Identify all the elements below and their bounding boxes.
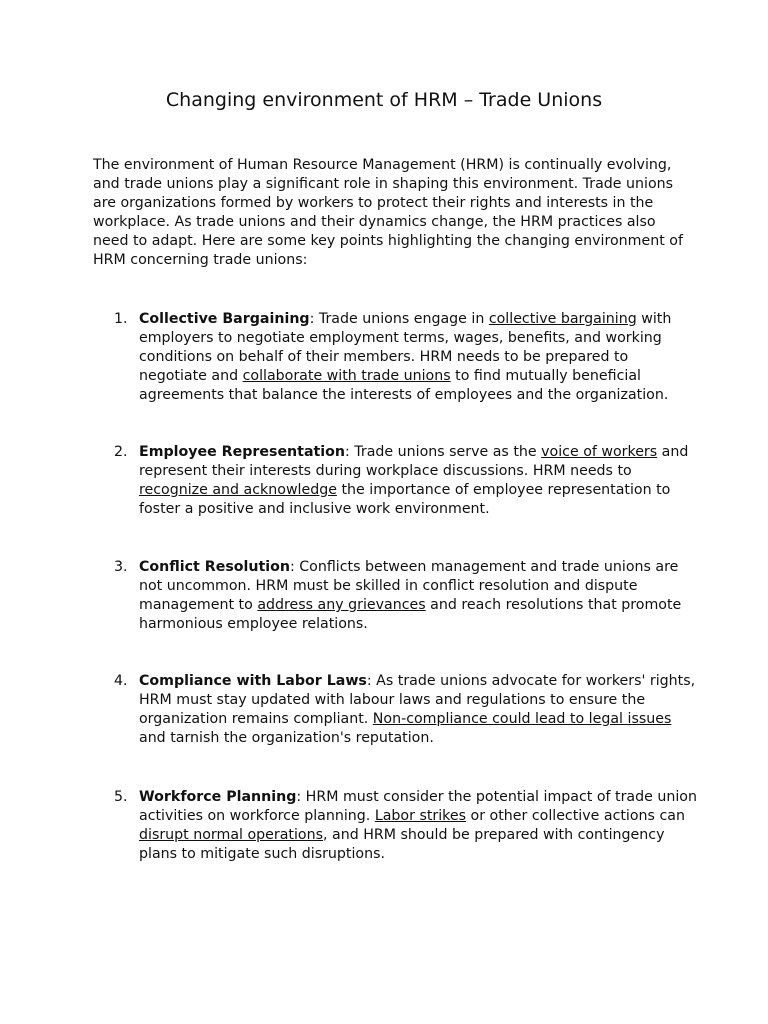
point-text: and represent their interests during workplace discussions. HRM needs to [139, 444, 689, 479]
point-text: : HRM must consider the potential impact of trade union activities on workforce planning. [139, 789, 697, 824]
list-number: 1. [114, 311, 128, 327]
point-text: , and HRM should be prepared with contingency plans to mitigate such disruptions. [139, 827, 665, 862]
point-text: the importance of employee representation to foster a positive and inclusive work environment. [139, 482, 671, 517]
list-item-compliance-labor-laws [114, 672, 699, 748]
point-term: Conflict Resolution [139, 559, 290, 575]
underlined-phrase: recognize and acknowledge [139, 482, 337, 498]
point-text: : Conflicts between management and trade unions are not uncommon. HRM must be skilled in conflict resolution and dispute management to [139, 559, 679, 613]
point-text: or other collective actions can [466, 808, 685, 824]
underlined-phrase: voice of workers [541, 444, 658, 460]
list-item-employee-representation [114, 443, 699, 519]
point-text: : Trade unions serve as the [345, 444, 542, 460]
point-term: Workforce Planning [139, 789, 297, 805]
list-number: 3. [114, 559, 128, 575]
point-text: and reach resolutions that promote harmonious employee relations. [139, 597, 682, 632]
intro-paragraph: The environment of Human Resource Management (HRM) is continually evolving, and trade unions play a significant role in shaping this environment. Trade unions are organizations formed by workers to protect their rights and interests in the workplace. As trade unions and their dynamics change, the HRM practices also need to adapt. Here are some key points highlighting the changing environment of HRM concerning trade unions: [93, 157, 683, 268]
point-term: Collective Bargaining [139, 311, 310, 327]
list-number: 4. [114, 673, 128, 689]
underlined-phrase: address any grievances [257, 597, 426, 613]
underlined-phrase: Labor strikes [374, 808, 466, 824]
point-term: Employee Representation [139, 444, 346, 460]
list-number: 5. [114, 789, 128, 805]
point-term: Compliance with Labor Laws [139, 673, 367, 689]
underlined-phrase: Non-compliance could lead to legal issues [372, 711, 672, 727]
point-text: : As trade unions advocate for workers' rights, HRM must stay updated with labour laws and regulations to ensure the organization remains compliant. [139, 673, 696, 727]
page-title: Changing environment of HRM – Trade Unions [165, 89, 603, 111]
underlined-phrase: collective bargaining [488, 311, 637, 327]
list-item-conflict-resolution [114, 558, 699, 634]
underlined-phrase: disrupt normal operations [139, 827, 323, 843]
list-item-collective-bargaining [114, 310, 699, 405]
point-text: with employers to negotiate employment terms, wages, benefits, and working conditions on behalf of their members. HRM needs to be prepared to negotiate and [139, 311, 672, 384]
list-item-workforce-planning [114, 788, 699, 864]
point-text: : Trade unions engage in [309, 311, 489, 327]
list-number: 2. [114, 444, 128, 460]
point-text: to find mutually beneficial agreements that balance the interests of employees and the organization. [139, 368, 669, 403]
underlined-phrase: collaborate with trade unions [242, 368, 451, 384]
point-text: and tarnish the organization's reputation. [139, 730, 434, 746]
